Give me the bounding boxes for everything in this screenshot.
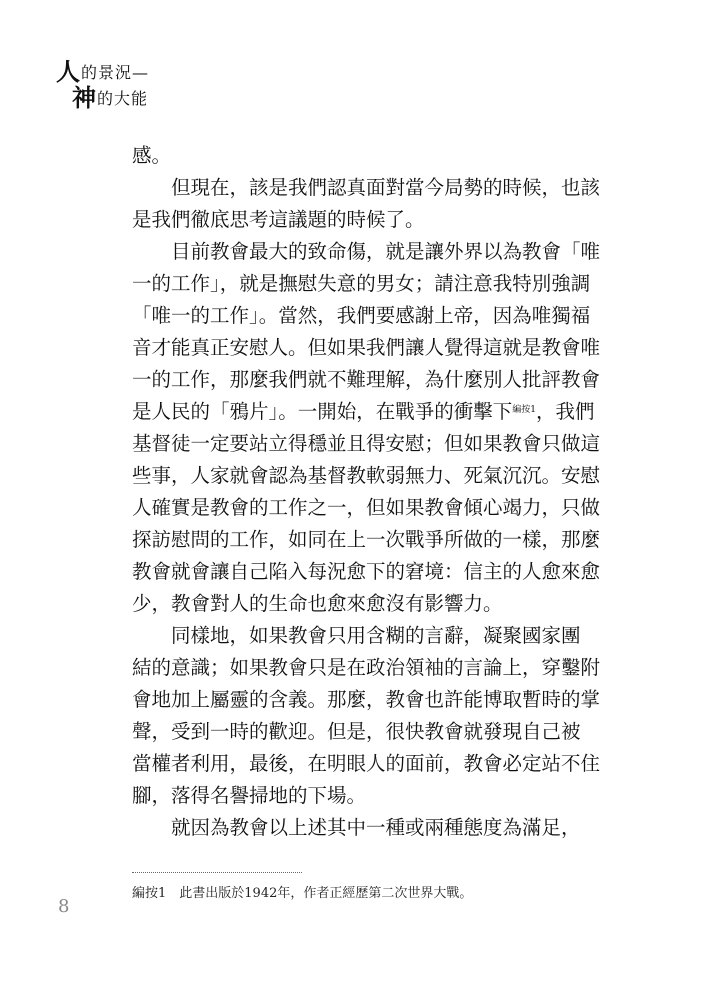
- text-line: 當權者利用，最後，在明眼人的面前，教會必定站不住: [132, 752, 601, 775]
- text-line: 目前教會最大的致命傷，就是讓外界以為教會「唯: [132, 240, 601, 263]
- text-line: 一的工作，那麼我們就不難理解，為什麼別人批評教會: [132, 368, 601, 391]
- text-line: 探訪慰問的工作，如同在上一次戰爭所做的一樣，那麼: [132, 528, 601, 551]
- text-line: 但現在，該是我們認真面對當今局勢的時候，也該: [132, 176, 601, 199]
- text-line: 音才能真正安慰人。但如果我們讓人覺得這就是教會唯: [132, 336, 601, 359]
- text-line: 結的意識；如果教會只是在政治領袖的言論上，穿鑿附: [132, 656, 601, 679]
- text-line: 基督徒一定要站立得穩並且得安慰；但如果教會只做這: [132, 432, 601, 455]
- header-line-1-rest: 的景況—: [81, 63, 150, 82]
- text-line: 「唯一的工作」。當然，我們要感謝上帝，因為唯獨福: [132, 304, 591, 327]
- text-line: 人確實是教會的工作之一，但如果教會傾心竭力，只做: [132, 496, 601, 519]
- text-line: 些事，人家就會認為基督教軟弱無力、死氣沉沉。安慰: [132, 464, 601, 487]
- text-line-with-note: [132, 396, 602, 428]
- text-line: 是我們徹底思考這議題的時候了。: [132, 208, 425, 231]
- footnote-divider: [132, 872, 302, 873]
- text-segment: 是人民的「鴉片」。一開始，在戰爭的衝擊下: [132, 400, 513, 423]
- header-line-2-rest: 的大能: [97, 89, 149, 108]
- header-line-2-initial: 神: [72, 83, 97, 112]
- text-line: 就因為教會以上述其中一種或兩種態度為滿足，: [132, 816, 581, 839]
- text-line: 同樣地，如果教會只用含糊的言辭，凝聚國家團: [132, 624, 581, 647]
- text-line: 一的工作」，就是撫慰失意的男女；請注意我特別強調: [132, 272, 591, 295]
- footnote: 編按1 此書出版於1942年，作者正經歷第二次世界大戰。: [132, 886, 473, 901]
- text-line: 感。: [132, 144, 172, 167]
- page-number: 8: [58, 896, 70, 917]
- footnote-marker: 編按1: [512, 405, 536, 415]
- text-line: 會地加上屬靈的含義。那麼，教會也許能博取暫時的掌: [132, 688, 601, 711]
- header-line-2: [72, 76, 148, 111]
- header-line-1-initial: 人: [56, 57, 81, 86]
- text-segment: ，我們: [536, 400, 595, 423]
- running-header: [0, 0, 724, 112]
- body-text: [132, 140, 602, 844]
- text-line: 教會就會讓自己陷入每況愈下的窘境：信主的人愈來愈: [132, 560, 601, 583]
- text-line: 聲，受到一時的歡迎。但是，很快教會就發現自己被: [132, 720, 581, 743]
- text-line: 少，教會對人的生命也愈來愈沒有影響力。: [132, 592, 503, 615]
- text-line: 腳，落得名譽掃地的下場。: [132, 784, 367, 807]
